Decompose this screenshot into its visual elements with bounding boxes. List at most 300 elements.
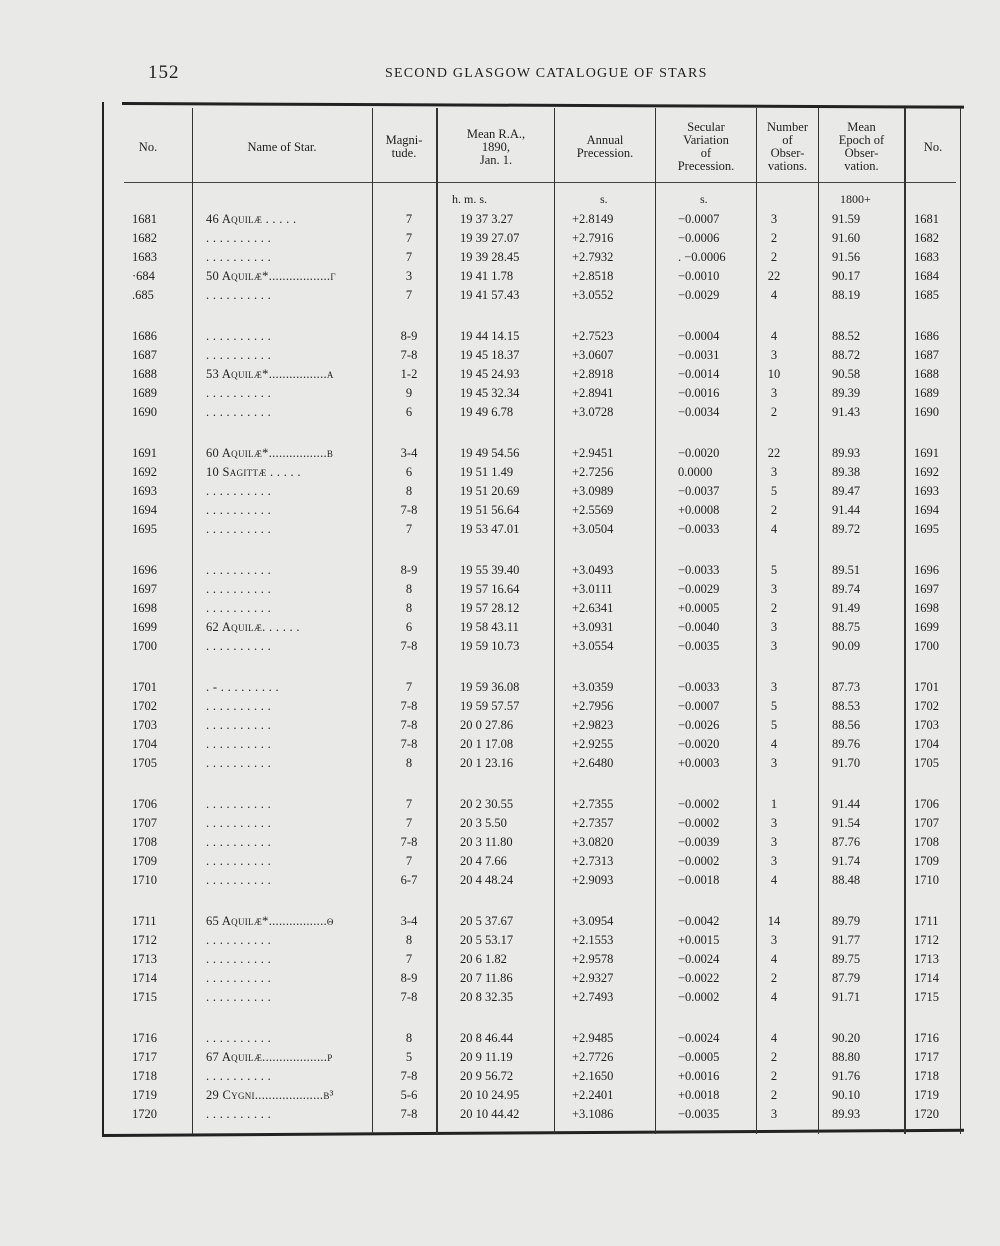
mean-ra: 20 9 11.19 (460, 1050, 513, 1064)
star-number-right: 1692 (914, 465, 939, 479)
table-row (102, 1069, 964, 1087)
annual-precession: +3.0728 (572, 405, 614, 419)
mean-epoch: 89.38 (832, 465, 861, 479)
table-row (102, 854, 964, 872)
mean-ra: 19 44 14.15 (460, 329, 520, 343)
star-name: . . . . . . . . . . (206, 231, 272, 245)
annual-precession: +2.9485 (572, 1031, 614, 1045)
annual-precession: +2.1650 (572, 1069, 614, 1083)
annual-precession: +2.9327 (572, 971, 614, 985)
star-number: .685 (132, 288, 154, 302)
mean-epoch: 91.60 (832, 231, 861, 245)
table-row (102, 952, 964, 970)
secular-variation: −0.0002 (678, 816, 720, 830)
table-row (102, 288, 964, 306)
observation-count: 3 (770, 639, 778, 653)
mean-epoch: 89.79 (832, 914, 861, 928)
star-number-right: 1717 (914, 1050, 939, 1064)
secular-variation: +0.0008 (678, 503, 720, 517)
mean-epoch: 89.76 (832, 737, 861, 751)
table-row (102, 1050, 964, 1068)
annual-precession: +2.8941 (572, 386, 614, 400)
magnitude: 7-8 (400, 718, 418, 732)
header-number-observations: Number of Obser- vations. (767, 120, 808, 173)
table-row (102, 1088, 964, 1106)
secular-variation: −0.0002 (678, 854, 720, 868)
star-number-right: 1690 (914, 405, 939, 419)
star-name: . . . . . . . . . . (206, 699, 272, 713)
mean-ra: 19 51 1.49 (460, 465, 514, 479)
table-row (102, 990, 964, 1008)
observation-count: 2 (770, 1069, 778, 1083)
table-row (102, 718, 964, 736)
secular-variation: −0.0020 (678, 446, 720, 460)
annual-precession: +2.1553 (572, 933, 614, 947)
star-number-right: 1688 (914, 367, 939, 381)
star-name: 67 Aquilæ...................ρ (206, 1050, 333, 1064)
header-magnitude: Magni- tude. (385, 133, 423, 160)
mean-ra: 19 45 18.37 (460, 348, 520, 362)
star-name: . . . . . . . . . . (206, 971, 272, 985)
star-number-right: 1704 (914, 737, 939, 751)
mean-epoch: 91.77 (832, 933, 861, 947)
secular-variation: −0.0033 (678, 680, 720, 694)
star-name: 62 Aquilæ. . . . . . (206, 620, 300, 634)
annual-precession: +3.0554 (572, 639, 614, 653)
mean-ra: 19 45 32.34 (460, 386, 520, 400)
magnitude: 3-4 (400, 446, 418, 460)
star-number: 1712 (132, 933, 157, 947)
mean-epoch: 91.56 (832, 250, 861, 264)
observation-count: 5 (770, 563, 778, 577)
table-row (102, 639, 964, 657)
star-number-right: 1694 (914, 503, 939, 517)
magnitude: 6-7 (400, 873, 418, 887)
mean-epoch: 91.76 (832, 1069, 861, 1083)
star-number: 1699 (132, 620, 157, 634)
mean-epoch: 89.93 (832, 446, 861, 460)
units-precession: s. (600, 192, 608, 206)
observation-count: 1 (770, 797, 778, 811)
secular-variation: . −0.0006 (678, 250, 726, 264)
star-name: . . . . . . . . . . (206, 563, 272, 577)
magnitude: 8 (405, 1031, 413, 1045)
table-row (102, 231, 964, 249)
magnitude: 7-8 (400, 699, 418, 713)
star-number: 1698 (132, 601, 157, 615)
table-row (102, 405, 964, 423)
observation-count: 2 (770, 405, 778, 419)
observation-count: 3 (770, 620, 778, 634)
observation-count: 5 (770, 699, 778, 713)
annual-precession: +3.0359 (572, 680, 614, 694)
observation-count: 10 (767, 367, 781, 381)
observation-count: 2 (770, 250, 778, 264)
annual-precession: +2.6480 (572, 756, 614, 770)
mean-epoch: 91.49 (832, 601, 861, 615)
table-row (102, 756, 964, 774)
star-catalogue-table (102, 102, 964, 1162)
magnitude: 1-2 (400, 367, 418, 381)
mean-epoch: 89.93 (832, 1107, 861, 1121)
secular-variation: −0.0004 (678, 329, 720, 343)
star-name: . . . . . . . . . . (206, 288, 272, 302)
mean-ra: 19 49 6.78 (460, 405, 514, 419)
magnitude: 8 (405, 582, 413, 596)
table-row (102, 1031, 964, 1049)
table-row (102, 971, 964, 989)
magnitude: 7 (405, 854, 413, 868)
magnitude: 7 (405, 288, 413, 302)
secular-variation: +0.0018 (678, 1088, 720, 1102)
star-number: 1686 (132, 329, 157, 343)
running-title: SECOND GLASGOW CATALOGUE OF STARS (385, 66, 708, 81)
star-name: . . . . . . . . . . (206, 933, 272, 947)
annual-precession: +3.0989 (572, 484, 614, 498)
annual-precession: +2.8518 (572, 269, 614, 283)
star-name: . . . . . . . . . . (206, 522, 272, 536)
annual-precession: +2.8918 (572, 367, 614, 381)
mean-epoch: 89.72 (832, 522, 861, 536)
star-number-right: 1705 (914, 756, 939, 770)
mean-ra: 20 5 37.67 (460, 914, 514, 928)
magnitude: 6 (405, 405, 413, 419)
star-number: 1700 (132, 639, 157, 653)
star-number: 1706 (132, 797, 157, 811)
annual-precession: +2.7523 (572, 329, 614, 343)
mean-ra: 19 55 39.40 (460, 563, 520, 577)
annual-precession: +3.0931 (572, 620, 614, 634)
annual-precession: +2.9823 (572, 718, 614, 732)
secular-variation: −0.0035 (678, 639, 720, 653)
star-number-right: 1710 (914, 873, 939, 887)
observation-count: 22 (767, 446, 781, 460)
mean-epoch: 91.44 (832, 503, 861, 517)
magnitude: 7 (405, 212, 413, 226)
annual-precession: +2.7916 (572, 231, 614, 245)
observation-count: 3 (770, 680, 778, 694)
observation-count: 3 (770, 835, 778, 849)
table-row (102, 348, 964, 366)
star-number: 1713 (132, 952, 157, 966)
annual-precession: +2.9451 (572, 446, 614, 460)
mean-ra: 20 3 11.80 (460, 835, 513, 849)
secular-variation: −0.0022 (678, 971, 720, 985)
star-number-right: 1716 (914, 1031, 939, 1045)
units-secular: s. (700, 192, 708, 206)
star-number: 1695 (132, 522, 157, 536)
table-row (102, 522, 964, 540)
mean-ra: 20 10 24.95 (460, 1088, 520, 1102)
secular-variation: 0.0000 (678, 465, 713, 479)
annual-precession: +2.7956 (572, 699, 614, 713)
star-number-right: 1681 (914, 212, 939, 226)
star-number: 1693 (132, 484, 157, 498)
star-name: . . . . . . . . . . (206, 737, 272, 751)
star-number: 1682 (132, 231, 157, 245)
mean-epoch: 88.75 (832, 620, 861, 634)
star-number-right: 1706 (914, 797, 939, 811)
secular-variation: −0.0006 (678, 231, 720, 245)
star-number-right: 1720 (914, 1107, 939, 1121)
star-name: . . . . . . . . . . (206, 1107, 272, 1121)
star-number: 1707 (132, 816, 157, 830)
secular-variation: −0.0035 (678, 1107, 720, 1121)
magnitude: 7-8 (400, 737, 418, 751)
star-number-right: 1702 (914, 699, 939, 713)
table-row (102, 269, 964, 287)
star-name: 10 Sagittæ . . . . . (206, 465, 301, 479)
magnitude: 7 (405, 816, 413, 830)
secular-variation: −0.0031 (678, 348, 720, 362)
mean-ra: 19 57 16.64 (460, 582, 520, 596)
table-row (102, 367, 964, 385)
mean-ra: 20 7 11.86 (460, 971, 513, 985)
units-ra: h. m. s. (452, 192, 488, 206)
mean-ra: 20 5 53.17 (460, 933, 514, 947)
secular-variation: −0.0024 (678, 1031, 720, 1045)
table-bottom-rule (102, 1129, 964, 1137)
star-number: 1714 (132, 971, 157, 985)
mean-epoch: 87.73 (832, 680, 861, 694)
magnitude: 7-8 (400, 990, 418, 1004)
magnitude: 8-9 (400, 563, 418, 577)
magnitude: 7-8 (400, 348, 418, 362)
star-name: . . . . . . . . . . (206, 873, 272, 887)
table-row (102, 329, 964, 347)
secular-variation: +0.0005 (678, 601, 720, 615)
star-name: . . . . . . . . . . (206, 952, 272, 966)
table-row (102, 212, 964, 230)
table-row (102, 699, 964, 717)
mean-epoch: 91.70 (832, 756, 861, 770)
star-name: . . . . . . . . . . (206, 484, 272, 498)
mean-epoch: 91.71 (832, 990, 861, 1004)
star-number: 1704 (132, 737, 157, 751)
mean-epoch: 89.47 (832, 484, 861, 498)
star-number-right: 1703 (914, 718, 939, 732)
header-secular-variation: Secular Variation of Precession. (677, 120, 735, 173)
star-number: 1716 (132, 1031, 157, 1045)
star-number: 1697 (132, 582, 157, 596)
magnitude: 8 (405, 484, 413, 498)
mean-ra: 19 59 36.08 (460, 680, 520, 694)
star-number: 1690 (132, 405, 157, 419)
observation-count: 4 (770, 990, 778, 1004)
secular-variation: −0.0037 (678, 484, 720, 498)
star-name: . . . . . . . . . . (206, 854, 272, 868)
mean-ra: 20 4 48.24 (460, 873, 514, 887)
star-name: . . . . . . . . . . (206, 348, 272, 362)
secular-variation: −0.0005 (678, 1050, 720, 1064)
table-row (102, 563, 964, 581)
star-number-right: 1707 (914, 816, 939, 830)
mean-epoch: 90.09 (832, 639, 861, 653)
secular-variation: −0.0029 (678, 288, 720, 302)
observation-count: 4 (770, 288, 778, 302)
mean-epoch: 88.52 (832, 329, 861, 343)
star-number: 1708 (132, 835, 157, 849)
mean-ra: 19 51 56.64 (460, 503, 520, 517)
magnitude: 7-8 (400, 1107, 418, 1121)
mean-epoch: 89.75 (832, 952, 861, 966)
table-row (102, 933, 964, 951)
secular-variation: −0.0039 (678, 835, 720, 849)
star-number-right: 1689 (914, 386, 939, 400)
annual-precession: +3.0111 (572, 582, 613, 596)
star-name: 60 Aquilæ*.................β (206, 446, 334, 460)
star-number: 1691 (132, 446, 157, 460)
magnitude: 7-8 (400, 503, 418, 517)
magnitude: 5-6 (400, 1088, 418, 1102)
mean-epoch: 91.59 (832, 212, 861, 226)
star-number-right: 1682 (914, 231, 939, 245)
star-number: 1705 (132, 756, 157, 770)
mean-ra: 20 1 17.08 (460, 737, 514, 751)
secular-variation: −0.0033 (678, 563, 720, 577)
star-name: . . . . . . . . . . (206, 1069, 272, 1083)
magnitude: 3-4 (400, 914, 418, 928)
secular-variation: −0.0007 (678, 699, 720, 713)
mean-ra: 20 3 5.50 (460, 816, 507, 830)
observation-count: 3 (770, 933, 778, 947)
star-number-right: 1715 (914, 990, 939, 1004)
magnitude: 7-8 (400, 1069, 418, 1083)
star-number-right: 1712 (914, 933, 939, 947)
secular-variation: −0.0010 (678, 269, 720, 283)
star-name: . . . . . . . . . . (206, 405, 272, 419)
mean-epoch: 91.74 (832, 854, 861, 868)
star-number-right: 1695 (914, 522, 939, 536)
observation-count: 2 (770, 971, 778, 985)
star-number-right: 1687 (914, 348, 939, 362)
secular-variation: −0.0026 (678, 718, 720, 732)
mean-ra: 19 37 3.27 (460, 212, 514, 226)
observation-count: 4 (770, 952, 778, 966)
secular-variation: −0.0014 (678, 367, 720, 381)
star-name: . . . . . . . . . . (206, 329, 272, 343)
star-name: . . . . . . . . . . (206, 990, 272, 1004)
observation-count: 4 (770, 1031, 778, 1045)
page-number: 152 (148, 62, 180, 83)
star-number-right: 1697 (914, 582, 939, 596)
star-name: . . . . . . . . . . (206, 601, 272, 615)
mean-ra: 20 6 1.82 (460, 952, 507, 966)
table-row (102, 797, 964, 815)
observation-count: 5 (770, 484, 778, 498)
star-number: 1681 (132, 212, 157, 226)
star-number: 1688 (132, 367, 157, 381)
secular-variation: −0.0024 (678, 952, 720, 966)
secular-variation: −0.0016 (678, 386, 720, 400)
observation-count: 3 (770, 348, 778, 362)
secular-variation: +0.0016 (678, 1069, 720, 1083)
observation-count: 3 (770, 1107, 778, 1121)
star-number-right: 1696 (914, 563, 939, 577)
annual-precession: +2.7357 (572, 816, 614, 830)
magnitude: 7 (405, 522, 413, 536)
star-name: . . . . . . . . . . (206, 250, 272, 264)
mean-ra: 19 53 47.01 (460, 522, 520, 536)
secular-variation: −0.0033 (678, 522, 720, 536)
mean-epoch: 89.74 (832, 582, 861, 596)
star-number-right: 1713 (914, 952, 939, 966)
table-row (102, 620, 964, 638)
annual-precession: +3.0954 (572, 914, 614, 928)
star-name: . - . . . . . . . . . (206, 680, 279, 694)
magnitude: 6 (405, 620, 413, 634)
table-row (102, 601, 964, 619)
star-name: . . . . . . . . . . (206, 503, 272, 517)
star-number: 1711 (132, 914, 157, 928)
mean-ra: 19 41 1.78 (460, 269, 514, 283)
mean-ra: 20 1 23.16 (460, 756, 514, 770)
observation-count: 4 (770, 873, 778, 887)
mean-epoch: 91.43 (832, 405, 861, 419)
star-name: . . . . . . . . . . (206, 1031, 272, 1045)
table-row (102, 582, 964, 600)
annual-precession: +3.0607 (572, 348, 614, 362)
table-row (102, 386, 964, 404)
star-name: . . . . . . . . . . (206, 718, 272, 732)
mean-epoch: 87.76 (832, 835, 861, 849)
observation-count: 3 (770, 212, 778, 226)
mean-epoch: 91.54 (832, 816, 861, 830)
secular-variation: −0.0002 (678, 797, 720, 811)
table-row (102, 835, 964, 853)
header-mean-epoch: Mean Epoch of Obser- vation. (838, 120, 885, 173)
mean-ra: 20 9 56.72 (460, 1069, 514, 1083)
mean-ra: 19 39 28.45 (460, 250, 520, 264)
star-number-right: 1693 (914, 484, 939, 498)
observation-count: 2 (770, 601, 778, 615)
header-no-right: No. (923, 139, 943, 154)
mean-epoch: 88.80 (832, 1050, 861, 1064)
mean-epoch: 90.58 (832, 367, 861, 381)
table-row (102, 446, 964, 464)
star-number: ·684 (132, 269, 155, 283)
star-number: 1687 (132, 348, 157, 362)
mean-epoch: 89.51 (832, 563, 861, 577)
table-row (102, 465, 964, 483)
star-name: . . . . . . . . . . (206, 386, 272, 400)
mean-ra: 20 4 7.66 (460, 854, 507, 868)
magnitude: 8 (405, 933, 413, 947)
table-row (102, 816, 964, 834)
star-number-right: 1685 (914, 288, 939, 302)
mean-epoch: 88.19 (832, 288, 861, 302)
star-name: . . . . . . . . . . (206, 835, 272, 849)
table-row (102, 1107, 964, 1125)
table-row (102, 503, 964, 521)
secular-variation: +0.0015 (678, 933, 720, 947)
observation-count: 3 (770, 756, 778, 770)
observation-count: 3 (770, 582, 778, 596)
annual-precession: +2.7355 (572, 797, 614, 811)
star-number-right: 1719 (914, 1088, 939, 1102)
mean-ra: 19 57 28.12 (460, 601, 520, 615)
mean-ra: 19 58 43.11 (460, 620, 519, 634)
mean-epoch: 90.10 (832, 1088, 861, 1102)
annual-precession: +2.2401 (572, 1088, 614, 1102)
table-row (102, 914, 964, 932)
mean-ra: 20 10 44.42 (460, 1107, 520, 1121)
star-number: 1709 (132, 854, 157, 868)
star-number: 1696 (132, 563, 157, 577)
annual-precession: +2.7256 (572, 465, 614, 479)
star-number-right: 1708 (914, 835, 939, 849)
star-number-right: 1683 (914, 250, 939, 264)
